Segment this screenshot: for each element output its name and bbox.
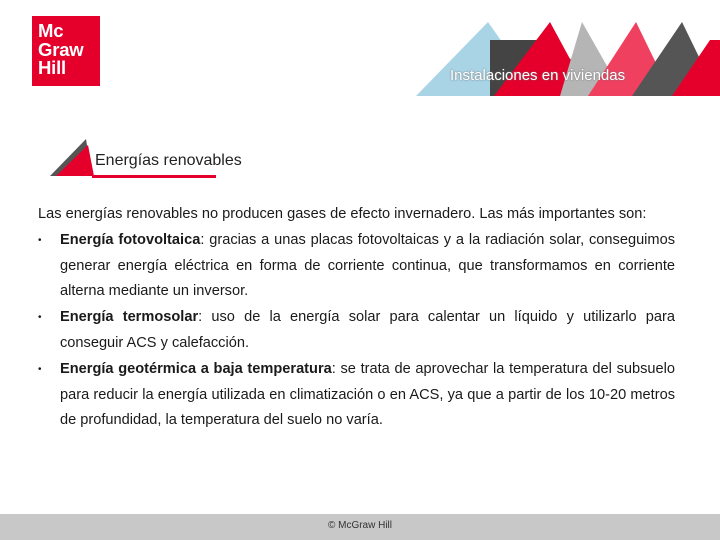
bullet-term: Energía termosolar	[60, 309, 199, 326]
logo-line-1: Mc	[38, 20, 64, 41]
presentation-title: Instalaciones en viviendas	[450, 67, 626, 84]
logo-line-3: Hill	[38, 57, 66, 78]
header-decoration	[410, 18, 720, 98]
section-decoration	[48, 137, 96, 177]
bullet-text: : se trata de aprovechar la temperatura del subsuelo para reducir la energía utilizada en climatización o en ACS, ya que a partir de los 10-20 metros de profundidad, la temperatura del suelo no varía.	[60, 360, 675, 429]
bullet-icon: •	[38, 363, 42, 375]
mcgraw-hill-logo	[32, 16, 100, 86]
list-item	[38, 228, 675, 305]
bullet-text: : uso de la energía solar para calentar un líquido y utilizarlo para conseguir ACS y calefacción.	[60, 309, 675, 351]
section-title: Energías renovables	[95, 152, 242, 169]
list-item	[38, 305, 675, 357]
bullet-icon: •	[38, 312, 42, 324]
intro-paragraph: Las energías renovables no producen gases de efecto invernadero. Las más importantes son:	[38, 206, 647, 222]
bullet-term: Energía geotérmica a baja temperatura	[60, 360, 332, 377]
list-item	[38, 357, 675, 434]
bullet-text: : gracias a unas placas fotovoltaicas y a la radiación solar, conseguimos generar energía eléctrica en forma de corriente continua, que transformamos en corriente alterna mediante un inversor.	[60, 231, 675, 300]
content-body	[38, 202, 675, 434]
section-underline	[92, 175, 216, 178]
bullet-term: Energía fotovoltaica	[60, 231, 201, 248]
copyright-text: © McGraw Hill	[327, 520, 393, 531]
bullet-icon: •	[38, 234, 42, 246]
logo-line-2: Graw	[38, 38, 84, 60]
